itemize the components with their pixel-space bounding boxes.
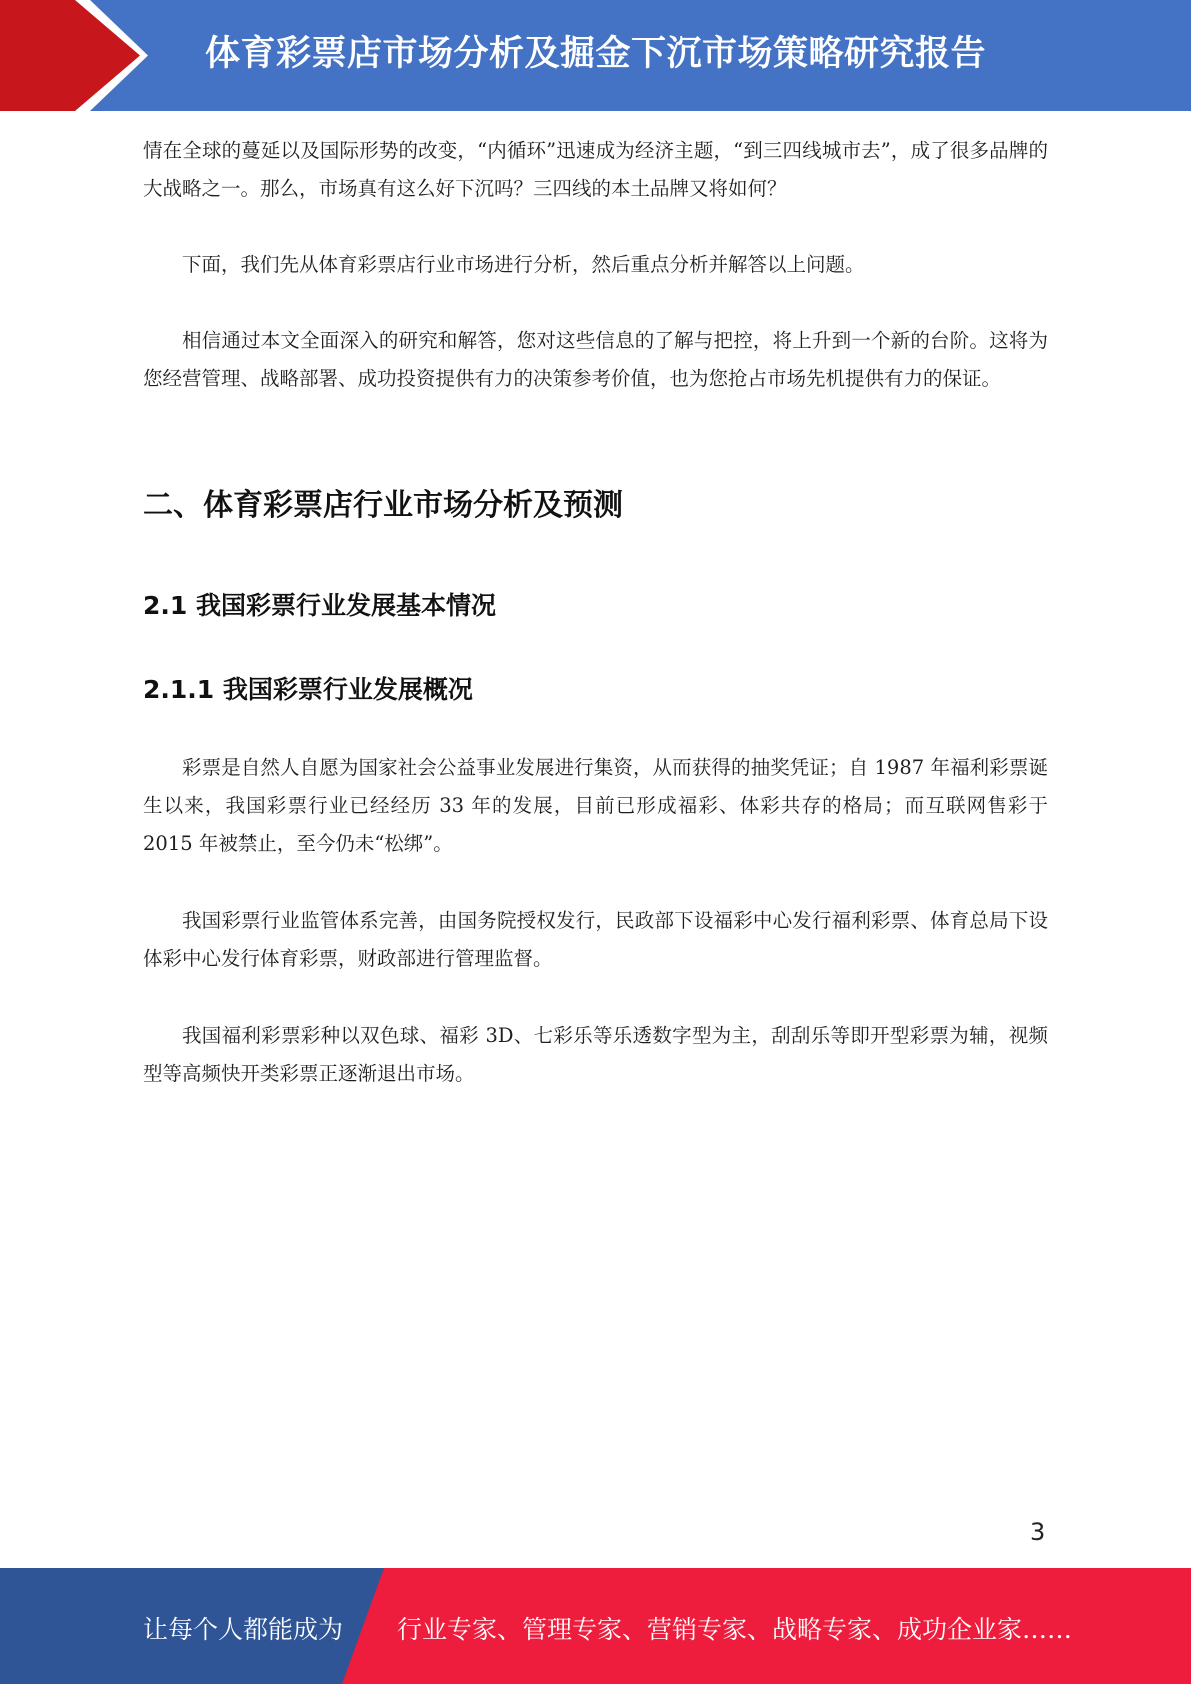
footer-slogan-right: 行业专家、管理专家、营销专家、战略专家、成功企业家…… [397, 1615, 1073, 1644]
page-number: 3 [1030, 1518, 1046, 1546]
body-paragraph-3 [143, 1017, 1048, 1093]
header-chevron-graphic [0, 0, 160, 111]
intro-text-2: 下面，我们先从体育彩票店行业市场进行分析，然后重点分析并解答以上问题。 [182, 253, 865, 276]
body-paragraph-1 [143, 749, 1048, 863]
intro-paragraph-1 [143, 132, 1048, 208]
intro-paragraph-3 [143, 322, 1048, 398]
body-text-1: 彩票是自然人自愿为国家社会公益事业发展进行集资，从而获得的抽奖凭证；自 1987 年福利彩票诞生以来，我国彩票行业已经经历 33 年的发展，目前已形成福彩、体彩共存的格局；而互联网售彩于 2015 年被禁止，至今仍未“松绑”。 [143, 756, 1048, 855]
intro-text-3: 相信通过本文全面深入的研究和解答，您对这些信息的了解与把控，将上升到一个新的台阶。这将为您经营管理、战略部署、成功投资提供有力的决策参考价值，也为您抢占市场先机提供有力的保证。 [143, 329, 1048, 390]
footer-slogan-left: 让每个人都能成为 [143, 1615, 344, 1644]
body-text-3: 我国福利彩票彩种以双色球、福彩 3D、七彩乐等乐透数字型为主，刮刮乐等即开型彩票为辅，视频型等高频快开类彩票正逐渐退出市场。 [143, 1024, 1048, 1085]
body-paragraph-2 [143, 902, 1048, 978]
page-header [0, 0, 1191, 111]
body-text-2: 我国彩票行业监管体系完善，由国务院授权发行，民政部下设福彩中心发行福利彩票、体育总局下设体彩中心发行体育彩票，财政部进行管理监督。 [143, 909, 1048, 970]
intro-paragraph-2 [143, 246, 1048, 284]
intro-text-1: 情在全球的蔓延以及国际形势的改变，“内循环”迅速成为经济主题，“到三四线城市去”，成了很多品牌的大战略之一。那么，市场真有这么好下沉吗？三四线的本土品牌又将如何？ [143, 139, 1048, 200]
page-footer [0, 1568, 1191, 1684]
header-title: 体育彩票店市场分析及掘金下沉市场策略研究报告 [205, 34, 987, 74]
section-heading: 二、体育彩票店行业市场分析及预测 [143, 488, 623, 523]
subsubsection-heading: 2.1.1 我国彩票行业发展概况 [143, 675, 473, 704]
subsection-heading: 2.1 我国彩票行业发展基本情况 [143, 591, 496, 620]
